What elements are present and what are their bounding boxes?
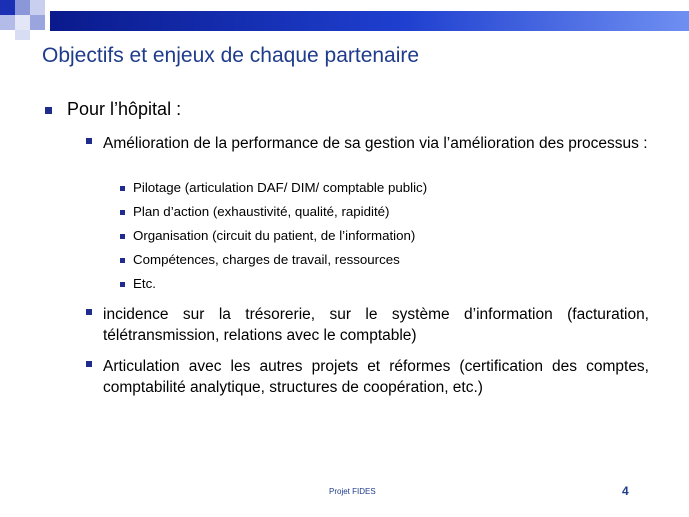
slide-title: Objectifs et enjeux de chaque partenaire (42, 44, 420, 67)
level1-heading: Pour l’hôpital : (67, 99, 182, 119)
bullet-square-icon (45, 107, 52, 114)
decor-square (0, 15, 15, 30)
subpoint-text: Plan d’action (exhaustivité, qualité, rapidité) (133, 204, 390, 219)
bullet-square-icon (86, 138, 92, 144)
decor-square (30, 15, 45, 30)
point-text: incidence sur la trésorerie, sur le système d’information (facturation, télétransmission, relations avec le comptable) (103, 306, 649, 344)
decor-square (15, 0, 30, 15)
bullet-square-icon (120, 282, 125, 287)
bullet-square-icon (86, 309, 92, 315)
point-text: Amélioration de la performance de sa gestion via l’amélioration des processus : (103, 135, 648, 152)
bullet-square-icon (86, 361, 92, 367)
footer-project-label: Projet FIDES (329, 487, 376, 496)
decor-square (15, 15, 30, 30)
point-text: Articulation avec les autres projets et réformes (certification des comptes, comptabilité analytique, structures de coopération, etc.) (103, 358, 649, 396)
decor-square (30, 0, 45, 15)
bullet-square-icon (120, 258, 125, 263)
decor-square (15, 30, 30, 40)
subpoint-text: Pilotage (articulation DAF/ DIM/ comptable public) (133, 180, 428, 195)
bullet-square-icon (120, 210, 125, 215)
subpoint-text: Organisation (circuit du patient, de l’information) (133, 228, 416, 243)
bullet-square-icon (120, 186, 125, 191)
subpoint-text: Etc. (133, 276, 156, 291)
page-number: 4 (622, 484, 629, 498)
header-band (50, 11, 689, 31)
decor-square (0, 0, 15, 15)
bullet-square-icon (120, 234, 125, 239)
subpoint-text: Compétences, charges de travail, ressources (133, 252, 400, 267)
